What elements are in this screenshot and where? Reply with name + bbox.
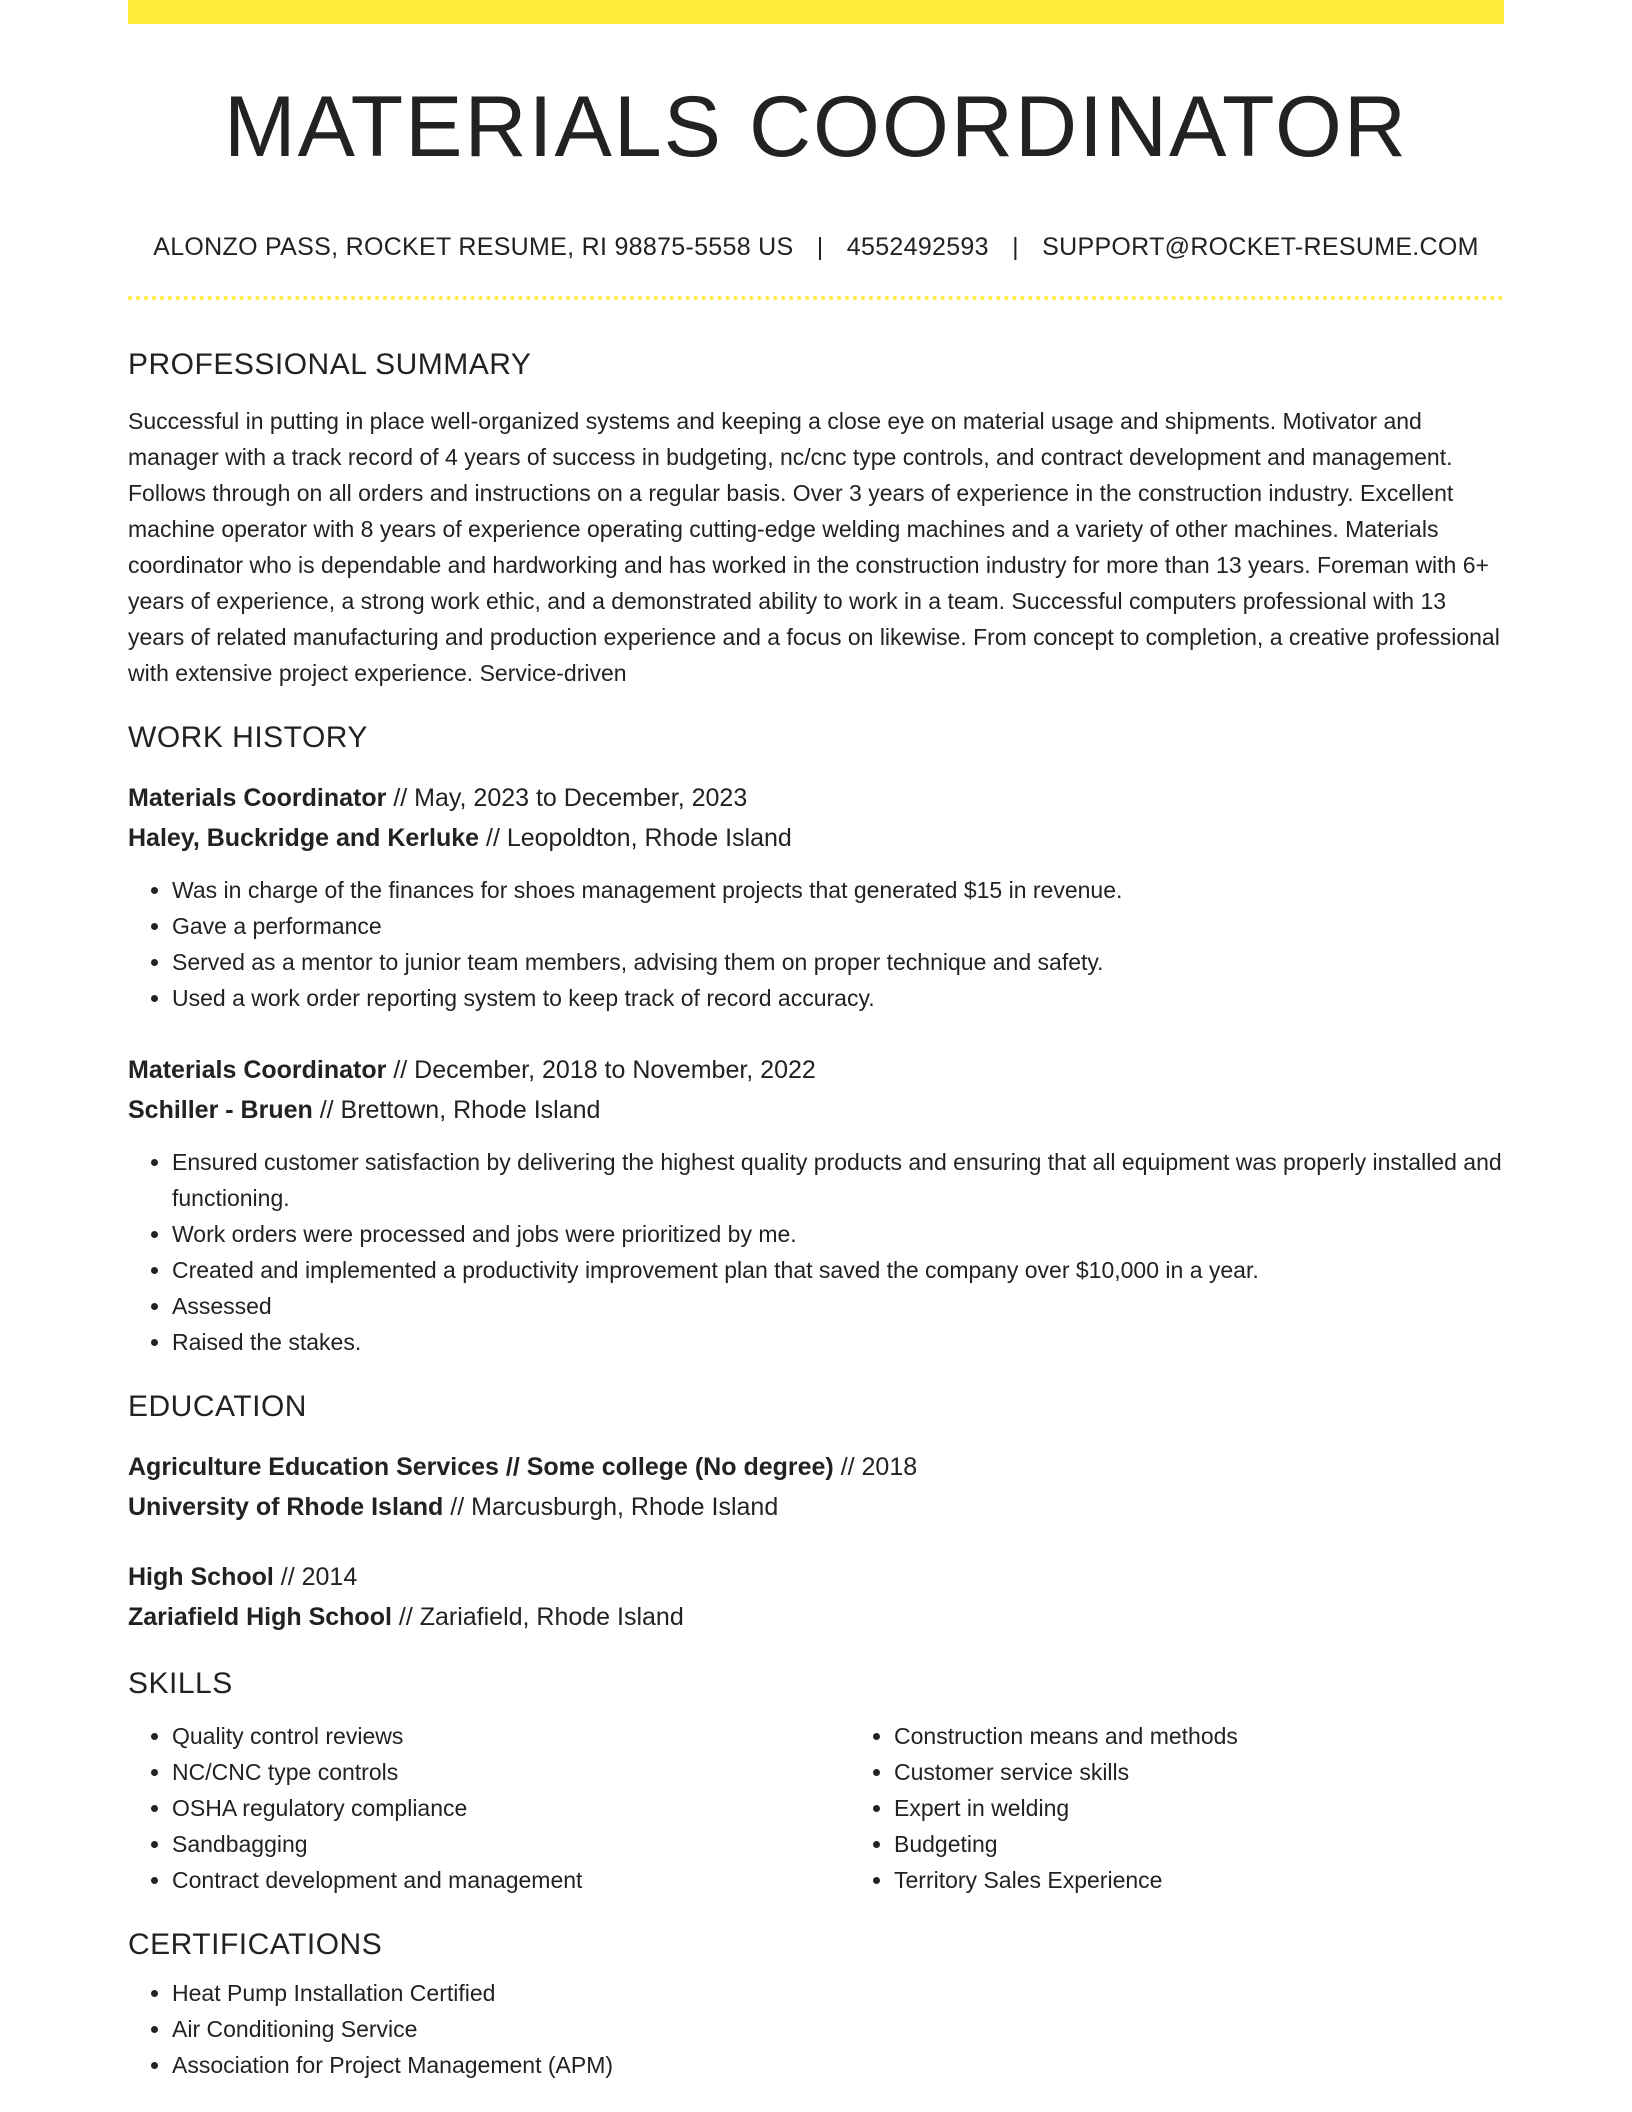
job-location: // Brettown, Rhode Island	[312, 1095, 601, 1124]
contact-separator: |	[1012, 233, 1019, 261]
list-item: • Territory Sales Experience	[894, 1862, 1504, 1898]
contact-line	[128, 234, 1504, 262]
list-item: • Work orders were processed and jobs were prioritized by me.	[172, 1216, 1504, 1252]
list-item: • Budgeting	[894, 1826, 1504, 1862]
resume-title: MATERIALS COORDINATOR	[223, 79, 1409, 175]
education-degree: Agriculture Education Services // Some college (No degree)	[128, 1452, 834, 1481]
education-location: // Marcusburgh, Rhode Island	[443, 1492, 779, 1521]
work-history-heading: WORK HISTORY	[128, 720, 368, 754]
list-item: • Sandbagging	[172, 1826, 850, 1862]
education-school-line	[128, 1487, 1504, 1527]
skills-grid	[128, 1718, 1504, 1898]
education-year: // 2014	[273, 1562, 358, 1591]
education-school: University of Rhode Island	[128, 1492, 444, 1521]
contact-phone: 4552492593	[846, 233, 989, 261]
education-degree: High School	[128, 1562, 274, 1591]
list-item: • Used a work order reporting system to keep track of record accuracy.	[172, 980, 1504, 1016]
contact-separator: |	[816, 233, 824, 261]
skills-list-left	[128, 1718, 850, 1898]
education-entry	[128, 1557, 1504, 1637]
job-title: Materials Coordinator	[128, 1055, 387, 1084]
education-degree-line	[128, 1447, 1504, 1487]
list-item: • Ensured customer satisfaction by delivering the highest quality products and ensuring that all equipment was properly installed and functioning.	[172, 1144, 1504, 1216]
job-dates: // May, 2023 to December, 2023	[386, 783, 748, 812]
list-item: • Created and implemented a productivity improvement plan that saved the company over $10,000 in a year.	[172, 1252, 1504, 1288]
skills-list-right	[850, 1718, 1504, 1898]
list-item: • Construction means and methods	[894, 1718, 1504, 1754]
education-school: Zariafield High School	[128, 1602, 392, 1631]
list-item: • Was in charge of the finances for shoes management projects that generated $15 in revenue.	[172, 872, 1504, 908]
list-item: • Air Conditioning Service	[172, 2011, 1504, 2047]
job-location: // Leopoldton, Rhode Island	[479, 823, 792, 852]
education-degree-line	[128, 1557, 1504, 1597]
contact-email: SUPPORT@ROCKET-RESUME.COM	[1042, 233, 1479, 261]
list-item: • OSHA regulatory compliance	[172, 1790, 850, 1826]
education-heading: EDUCATION	[128, 1389, 307, 1423]
job-company-line	[128, 1090, 1504, 1130]
job-bullets	[128, 1144, 1504, 1360]
list-item: • Contract development and management	[172, 1862, 850, 1898]
job-title-line	[128, 778, 1504, 818]
job-title: Materials Coordinator	[128, 783, 387, 812]
dotted-divider	[128, 296, 1504, 300]
job-company: Schiller - Bruen	[128, 1095, 313, 1124]
education-entry	[128, 1447, 1504, 1527]
list-item: • NC/CNC type controls	[172, 1754, 850, 1790]
job-entry	[128, 1050, 1504, 1360]
contact-address: ALONZO PASS, ROCKET RESUME, RI 98875-5558 US	[153, 233, 794, 261]
accent-top-bar	[128, 0, 1504, 24]
list-item: • Expert in welding	[894, 1790, 1504, 1826]
job-company: Haley, Buckridge and Kerluke	[128, 823, 480, 852]
list-item: • Assessed	[172, 1288, 1504, 1324]
education-school-line	[128, 1597, 1504, 1637]
job-company-line	[128, 818, 1504, 858]
job-bullets	[128, 872, 1504, 1016]
job-entry	[128, 778, 1504, 1016]
list-item: • Quality control reviews	[172, 1718, 850, 1754]
education-year: // 2018	[833, 1452, 918, 1481]
list-item: • Served as a mentor to junior team members, advising them on proper technique and safety.	[172, 944, 1504, 980]
skills-heading: SKILLS	[128, 1666, 233, 1700]
list-item: • Association for Project Management (APM)	[172, 2047, 1504, 2083]
summary-heading: PROFESSIONAL SUMMARY	[128, 347, 532, 381]
education-location: // Zariafield, Rhode Island	[391, 1602, 684, 1631]
resume-page	[128, 0, 1504, 2083]
list-item: • Customer service skills	[894, 1754, 1504, 1790]
list-item: • Heat Pump Installation Certified	[172, 1975, 1504, 2011]
certifications-list	[128, 1975, 1504, 2083]
list-item: • Raised the stakes.	[172, 1324, 1504, 1360]
certifications-heading: CERTIFICATIONS	[128, 1927, 383, 1961]
list-item: • Gave a performance	[172, 908, 1504, 944]
job-title-line	[128, 1050, 1504, 1090]
summary-text: Successful in putting in place well-organized systems and keeping a close eye on material usage and shipments. Motivator and manager with a track record of 4 years of success in budgeting, nc/cnc type controls, and contract development and management. Follows through on all orders and instructions on a regular basis. Over 3 years of experience in the construction industry. Excellent machine operator with 8 years of experience operating cutting-edge welding machines and a variety of other machines. Materials coordinator who is dependable and hardworking and has worked in the construction industry for more than 13 years. Foreman with 6+ years of experience, a strong work ethic, and a demonstrated ability to work in a team. Successful computers professional with 13 years of related manufacturing and production experience and a focus on likewise. From concept to completion, a creative professional with extensive project experience. Service-driven	[128, 407, 1500, 686]
job-dates: // December, 2018 to November, 2022	[386, 1055, 816, 1084]
